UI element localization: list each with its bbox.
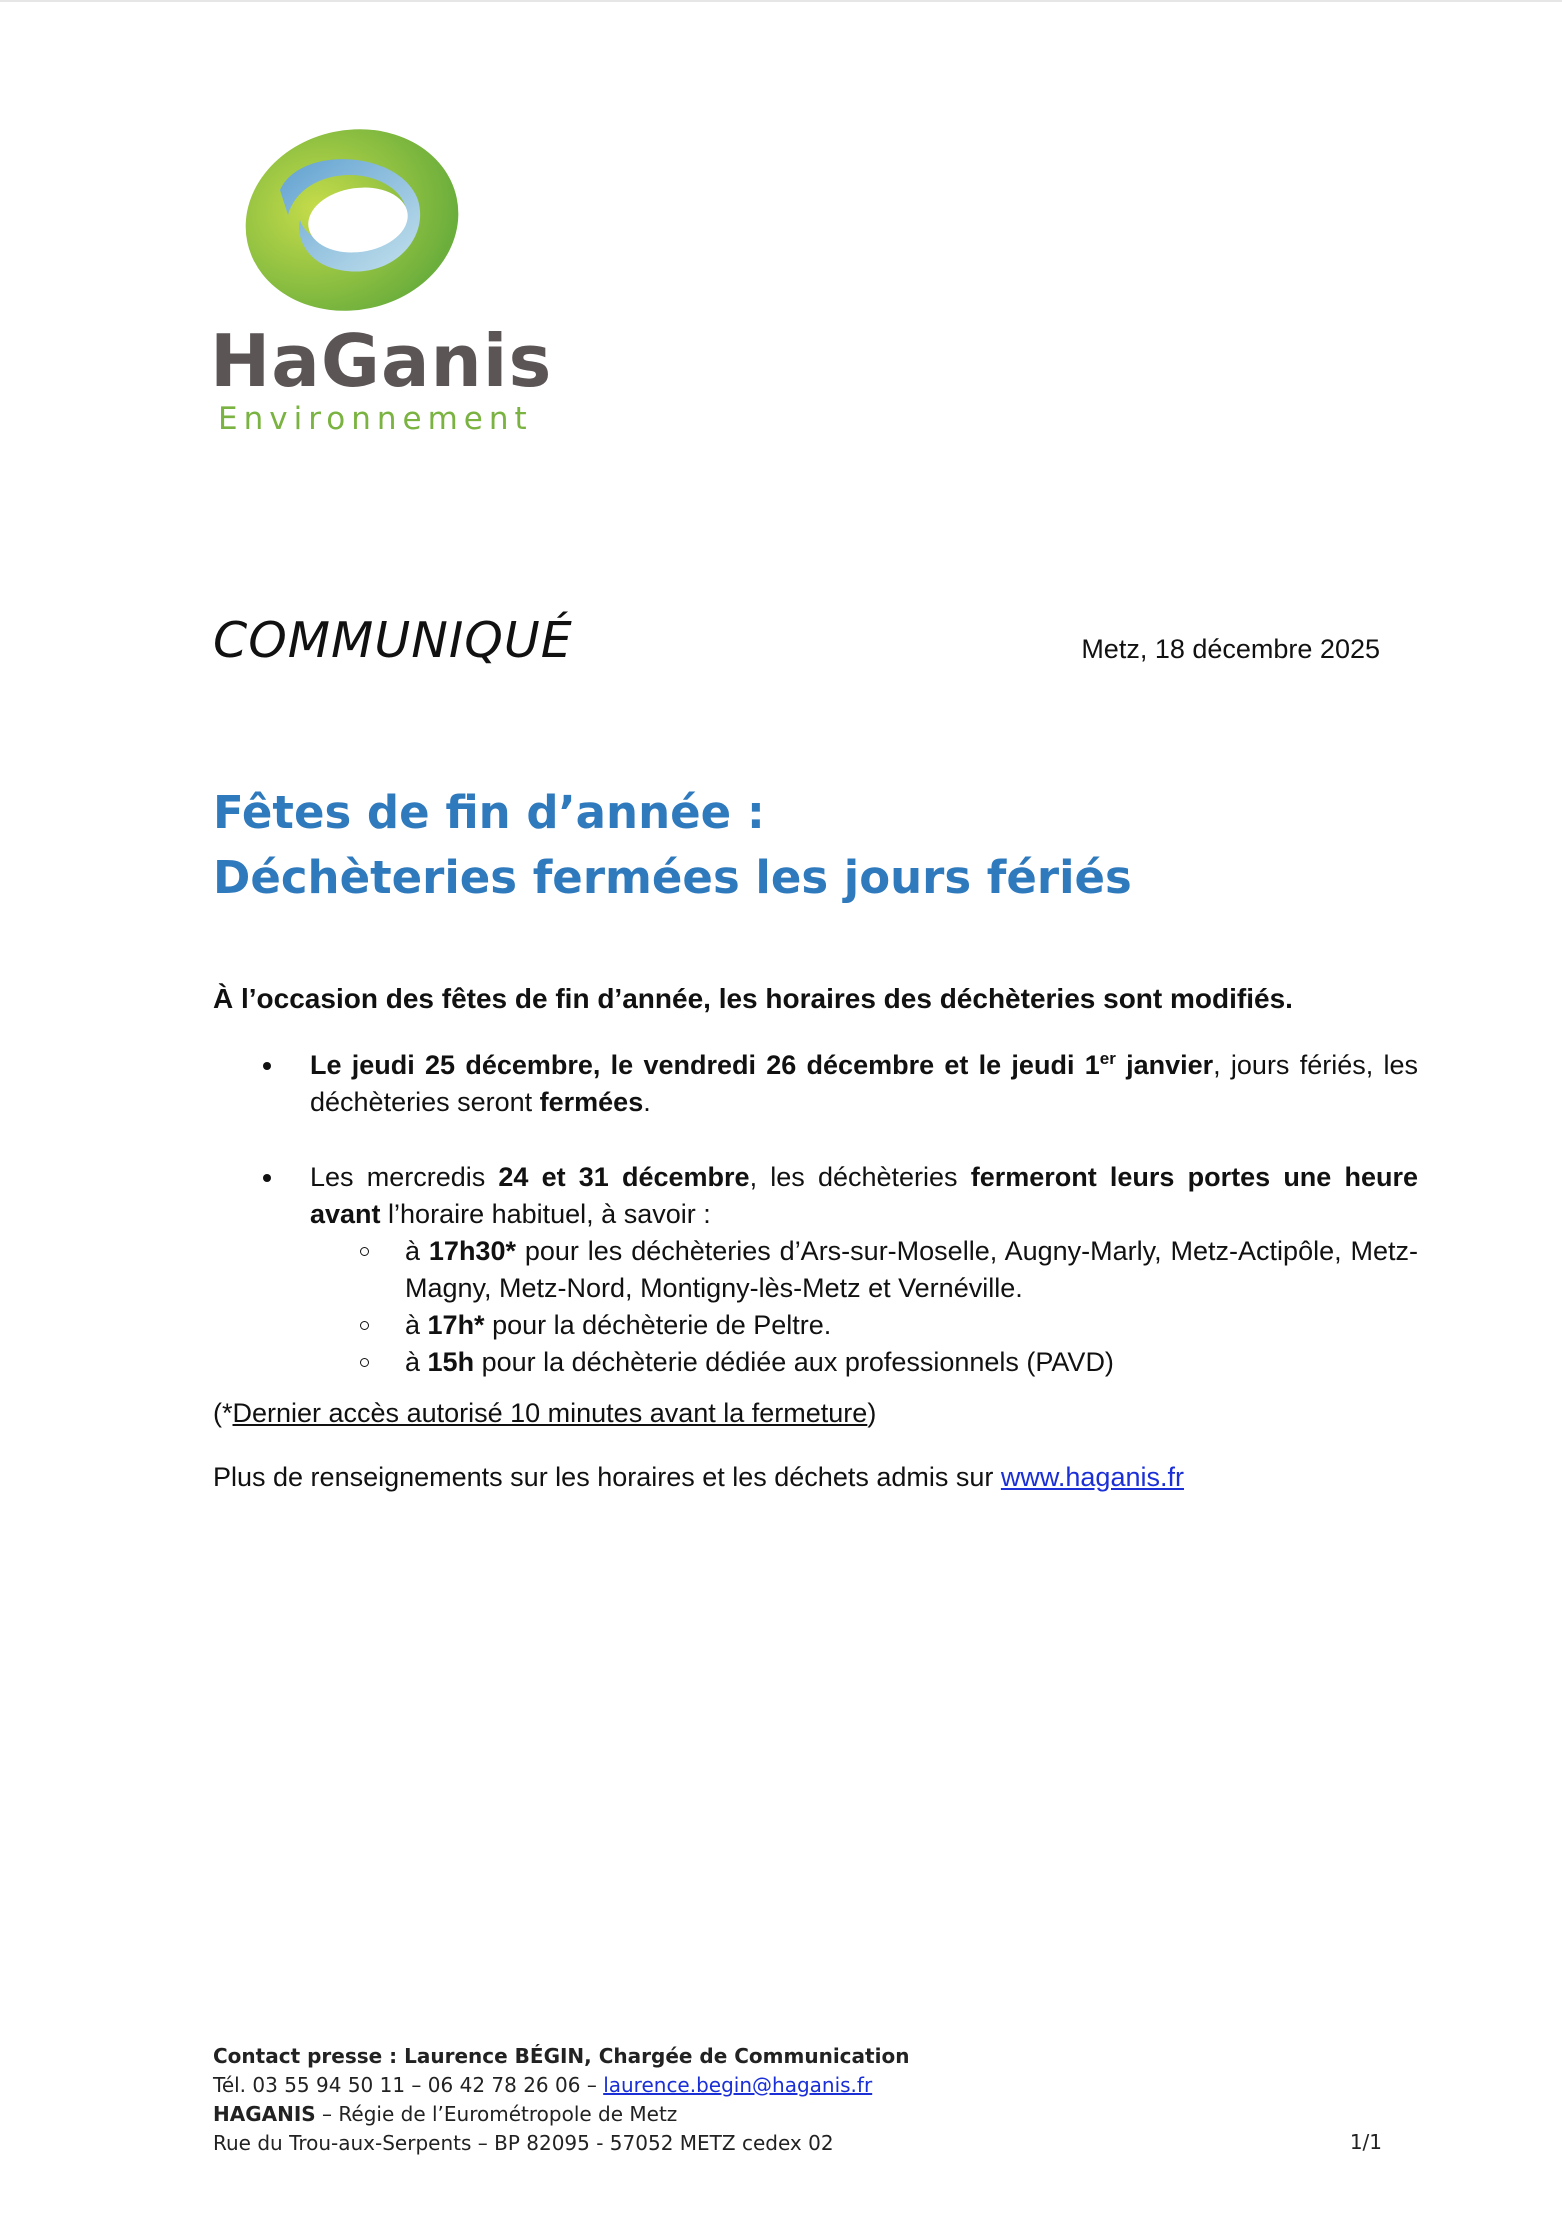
- bullet2-bold2: fermeront leurs portes une heure avant: [310, 1162, 1419, 1229]
- footer-phone-line: [213, 2071, 1383, 2100]
- sub-list-item: [213, 1344, 1418, 1381]
- logo-swirl-icon: [240, 120, 460, 320]
- bullet1-bold: Le jeudi 25 décembre, le vendredi 26 décembre et le jeudi 1: [310, 1050, 1100, 1080]
- sub1-prefix: à: [405, 1236, 429, 1266]
- headline: [213, 780, 1132, 910]
- bullet2-text2: , les déchèteries: [749, 1162, 971, 1192]
- document-type: COMMUNIQUÉ: [213, 612, 573, 669]
- sub3-prefix: à: [405, 1347, 428, 1377]
- more-info-text: Plus de renseignements sur les horaires et les déchets admis sur: [213, 1462, 1001, 1492]
- note-close: ): [867, 1398, 877, 1428]
- sub3-time: 15h: [427, 1347, 475, 1377]
- document-date: Metz, 18 décembre 2025: [1081, 634, 1380, 664]
- bullet1-sup: er: [1099, 1049, 1116, 1068]
- bullet2-text1: Les mercredis: [310, 1162, 499, 1192]
- bullet1-bold-end: fermées: [539, 1087, 644, 1117]
- bullet2-text3: l’horaire habituel, à savoir :: [380, 1199, 711, 1229]
- website-link[interactable]: www.haganis.fr: [1000, 1462, 1184, 1492]
- circle-bullet-icon: [360, 1321, 369, 1330]
- headline-line-2: Déchèteries fermées les jours fériés: [213, 851, 1132, 904]
- circle-bullet-icon: [360, 1358, 369, 1367]
- sub1-text: pour les déchèteries d’Ars-sur-Moselle, Augny-Marly, Metz-Actipôle, Metz-Magny, Metz-Nord, Montigny-lès-Metz et Vernéville.: [405, 1236, 1418, 1303]
- bullet2-bold1: 24 et 31 décembre: [498, 1162, 750, 1192]
- note-text: Dernier accès autorisé 10 minutes avant la fermeture: [232, 1398, 868, 1428]
- footer-org: HAGANIS: [213, 2102, 316, 2126]
- email-link[interactable]: laurence.begin@haganis.fr: [603, 2073, 873, 2097]
- footer-org-rest: – Régie de l’Eurométropole de Metz: [315, 2102, 678, 2126]
- headline-line-1: Fêtes de fin d’année :: [213, 786, 765, 839]
- page-number: 1/1: [1349, 2130, 1382, 2154]
- haganis-logo: [210, 120, 553, 450]
- bullet1-text: , jours fériés, les déchèteries seront: [310, 1050, 1418, 1117]
- list-item-early-closing: [213, 1159, 1418, 1233]
- circle-bullet-icon: [360, 1247, 369, 1256]
- sub3-text: pour la déchèterie dédiée aux professionnels (PAVD): [474, 1347, 1114, 1377]
- footer-tel: Tél. 03 55 94 50 11 – 06 42 78 26 06 –: [213, 2073, 604, 2097]
- sub1-time: 17h30*: [428, 1236, 516, 1266]
- logo-subtitle: Environnement: [218, 401, 533, 437]
- footnote: [213, 1395, 1418, 1432]
- sub2-text: pour la déchèterie de Peltre.: [484, 1310, 832, 1340]
- footer-contact: Contact presse : Laurence BÉGIN, Chargée de Communication: [213, 2044, 910, 2068]
- note-open: (*: [213, 1398, 233, 1428]
- sub2-time: 17h*: [427, 1310, 485, 1340]
- sub-list-item: [213, 1307, 1418, 1344]
- body-content: [213, 980, 1418, 1496]
- footer-address: Rue du Trou-aux-Serpents – BP 82095 - 57052 METZ cedex 02: [213, 2131, 834, 2155]
- list-item-holidays: [213, 1047, 1418, 1121]
- lead-paragraph: À l’occasion des fêtes de fin d’année, les horaires des déchèteries sont modifiés.: [213, 983, 1293, 1014]
- page-top-border: [0, 0, 1562, 2]
- more-info: [213, 1459, 1418, 1496]
- footer: [213, 2042, 1383, 2158]
- bullet1-end: .: [643, 1087, 651, 1117]
- sub-list-item: [213, 1233, 1418, 1307]
- footer-org-line: [213, 2100, 1383, 2129]
- logo-wordmark: HaGanis: [210, 319, 553, 403]
- bullet-icon: [263, 1062, 271, 1070]
- sub2-prefix: à: [405, 1310, 428, 1340]
- bullet1-bold-2: janvier: [1115, 1050, 1214, 1080]
- bullet-icon: [263, 1174, 271, 1182]
